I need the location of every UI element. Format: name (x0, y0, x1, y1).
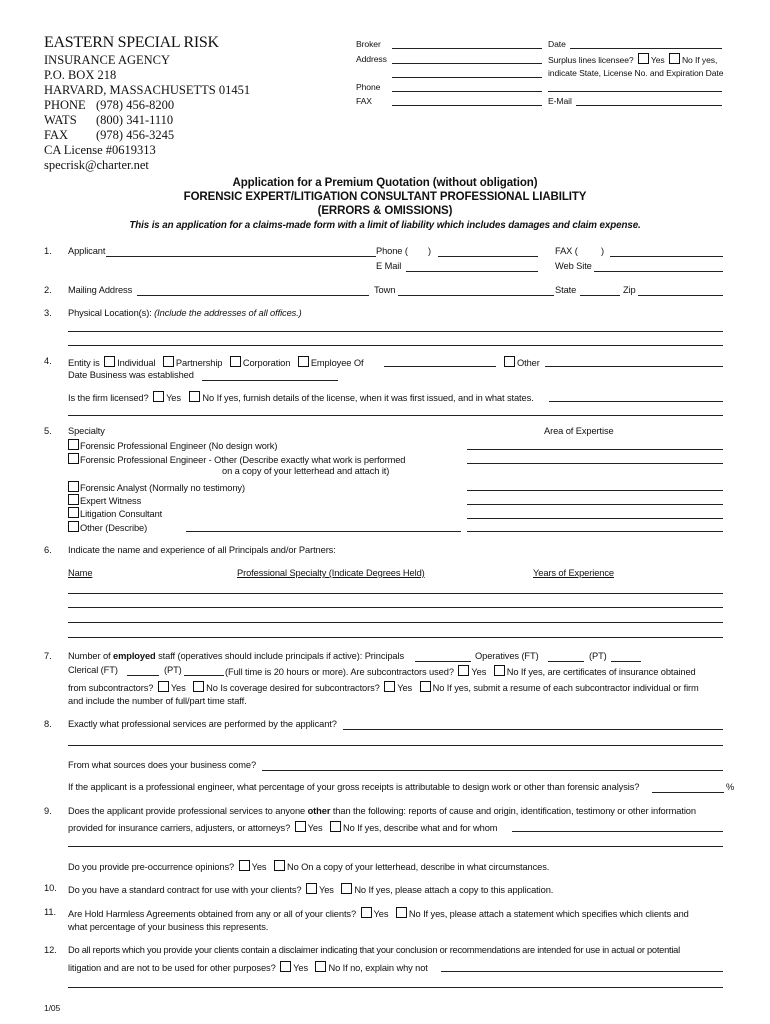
q9-line1 (68, 806, 696, 816)
broker-email-field[interactable] (576, 105, 722, 106)
clerical-pt-field[interactable] (184, 675, 224, 676)
broker-label: Broker (356, 39, 381, 49)
q1-fax-paren: ) (601, 246, 604, 256)
col-name-header: Name (68, 568, 93, 578)
q10-l2: No If yes, please attach a copy to this application. (354, 885, 554, 895)
principals-line-1[interactable] (68, 593, 723, 594)
address-label: Address (356, 54, 387, 64)
q9-number: 9. (44, 806, 52, 816)
mailing-label: Mailing Address (68, 285, 133, 295)
applicant-field[interactable] (106, 256, 376, 257)
operatives-pt-field[interactable] (611, 661, 641, 662)
other-services-line-2[interactable] (68, 846, 723, 847)
q1-phone-paren: ) (428, 246, 431, 256)
q11-l2: No If yes, please attach a statement which specifies which clients and (408, 909, 689, 919)
clerical-pt-label: (PT) (164, 665, 182, 675)
percentage-field[interactable] (652, 792, 724, 793)
fax-label: FAX (44, 128, 69, 142)
hold-harmless-no-checkbox[interactable] (396, 907, 407, 918)
certificates-yes-checkbox[interactable] (158, 681, 169, 692)
employee-of-label: Employee Of (310, 358, 364, 368)
other-services-yes-label: Yes (307, 823, 323, 833)
sources-field[interactable] (262, 770, 723, 771)
q3-number: 3. (44, 308, 52, 318)
subcontractors-yes-label: Yes (471, 667, 487, 677)
forensic-engineer-label: Forensic Professional Engineer (No design work) (80, 441, 278, 451)
licensed-no-label: No If yes, furnish details of the license, when it was first issued, and in what states. (202, 393, 534, 403)
q1-fax-label: FAX ( (555, 246, 578, 256)
q9-l2a: provided for insurance carriers, adjusters, or attorneys? (68, 823, 291, 833)
surplus-no-checkbox[interactable] (669, 53, 680, 64)
q6-label: Indicate the name and experience of all Principals and/or Partners: (68, 545, 336, 555)
contract-yes-label: Yes (318, 885, 334, 895)
title-line4: This is an application for a claims-made form with a limit of liability which includes damages and claim expense. (129, 220, 641, 231)
hold-harmless-yes-label: Yes (373, 909, 389, 919)
individual-checkbox[interactable] (104, 356, 115, 367)
license-details-line-2[interactable] (68, 415, 723, 416)
q2-number: 2. (44, 285, 52, 295)
pre-occurrence-no-checkbox[interactable] (274, 860, 285, 871)
forensic-engineer-checkbox[interactable] (68, 439, 79, 450)
license-details-field[interactable] (549, 401, 723, 402)
agency-fax-row (44, 128, 250, 143)
forensic-engineer-other-checkbox[interactable] (68, 453, 79, 464)
surplus-yes-label: Yes (650, 55, 665, 65)
expertise-line-5[interactable] (467, 518, 723, 519)
forensic-analyst-label: Forensic Analyst (Normally no testimony) (80, 483, 245, 493)
forensic-analyst-checkbox[interactable] (68, 481, 79, 492)
broker-email-label: E-Mail (548, 96, 572, 106)
agency-address2: HARVARD, MASSACHUSETTS 01451 (44, 83, 251, 97)
individual-label: Individual (117, 358, 156, 368)
other-row (502, 356, 540, 368)
other-specialty-field[interactable] (186, 531, 461, 532)
coverage-no-checkbox[interactable] (420, 681, 431, 692)
q8-percentage-question: If the applicant is a professional engineer, what percentage of your gross receipts is attributable to design work or other than forensic analysis? (68, 782, 640, 792)
q7-number: 7. (44, 651, 52, 661)
broker-fax-field[interactable] (392, 105, 542, 106)
agency-email: specrisk@charter.net (44, 158, 149, 172)
disclaimer-explain-line-2[interactable] (68, 987, 723, 988)
q12-l2: litigation and are not to be used for other purposes? (68, 963, 276, 973)
principals-count-field[interactable] (415, 661, 471, 662)
agency-name: EASTERN SPECIAL RISK (44, 34, 219, 51)
title-line1: Application for a Premium Quotation (without obligation) (232, 177, 538, 189)
expertise-line-2[interactable] (467, 463, 723, 464)
q7-l3b: No Is coverage desired for subcontractors? (206, 683, 380, 693)
q1-website-label: Web Site (555, 261, 592, 271)
q11-line2: what percentage of your business this represents. (68, 922, 269, 932)
form-version: 1/05 (44, 1003, 61, 1013)
state-field[interactable] (580, 295, 620, 296)
disclaimer-explain-field[interactable] (441, 971, 723, 972)
col-years-header: Years of Experience (533, 568, 614, 578)
expert-witness-checkbox[interactable] (68, 494, 79, 505)
q7-line3 (68, 681, 699, 693)
other-entity-checkbox[interactable] (504, 356, 515, 367)
clerical-ft-label: Clerical (FT) (68, 665, 118, 675)
title-line2: FORENSIC EXPERT/LITIGATION CONSULTANT PROFESSIONAL LIABILITY (183, 191, 587, 203)
agency-license: CA License #0619313 (44, 143, 156, 157)
q8-number: 8. (44, 719, 52, 729)
expertise-line-1[interactable] (467, 449, 723, 450)
q9-l3a: Do you provide pre-occurrence opinions? (68, 862, 235, 872)
q1-number: 1. (44, 246, 52, 256)
certificates-no-checkbox[interactable] (193, 681, 204, 692)
disclaimer-yes-checkbox[interactable] (280, 961, 291, 972)
q7-l3c: No If yes, submit a resume of each subcontractor individual or firm (432, 683, 699, 693)
services-line-2[interactable] (68, 745, 723, 746)
q3-text (68, 308, 302, 318)
date-label: Date (548, 39, 566, 49)
specialty-option-4 (68, 494, 141, 506)
principals-line-4[interactable] (68, 637, 723, 638)
wats-label: WATS (44, 113, 77, 127)
q12-l3: No If no, explain why not (328, 963, 428, 973)
q7-l1c: staff (operatives should include principals if active): Principals (155, 651, 405, 661)
forensic-engineer-other-label: Forensic Professional Engineer - Other (Describe exactly what work is performed (80, 455, 406, 465)
other-services-field[interactable] (512, 831, 723, 832)
surplus-yes-checkbox[interactable] (638, 53, 649, 64)
title-line3: (ERRORS & OMISSIONS) (317, 205, 453, 217)
q8-sources-question: From what sources does your business come? (68, 760, 257, 770)
q7-line2 (225, 665, 696, 677)
q12-number: 12. (44, 945, 57, 955)
q12-line1: Do all reports which you provide your clients contain a disclaimer indicating that your conclusion or recommendations are intended for use in actual or potential (68, 945, 680, 955)
principals-line-2[interactable] (68, 607, 723, 608)
agency-address1: P.O. BOX 218 (44, 68, 117, 82)
specialty-option-2b: on a copy of your letterhead and attach it) (222, 466, 390, 476)
certificates-yes-label: Yes (170, 683, 186, 693)
q7-l3a: from subcontractors? (68, 683, 154, 693)
specialty-option-6 (68, 521, 147, 533)
q9-l2b: No If yes, describe what and for whom (343, 823, 498, 833)
q10-line (68, 883, 553, 895)
entity-label: Entity is (68, 358, 100, 368)
town-label: Town (374, 285, 396, 295)
address-field-1[interactable] (392, 63, 542, 64)
phone-value: (978) 456-8200 (96, 98, 175, 112)
broker-phone-label: Phone (356, 82, 381, 92)
expertise-line-6[interactable] (467, 531, 723, 532)
agency-wats-row (44, 113, 250, 128)
employee-of-field[interactable] (384, 366, 496, 367)
coverage-yes-checkbox[interactable] (384, 681, 395, 692)
q5-number: 5. (44, 426, 52, 436)
subcontractors-yes-checkbox[interactable] (458, 665, 469, 676)
fax-value: (978) 456-3245 (96, 128, 175, 142)
expertise-line-4[interactable] (467, 504, 723, 505)
disclaimer-no-checkbox[interactable] (315, 961, 326, 972)
broker-phone-field[interactable] (392, 91, 542, 92)
q1-fax-field[interactable] (610, 256, 723, 257)
licensed-yes-checkbox[interactable] (153, 391, 164, 402)
licensed-yes-label: Yes (166, 393, 181, 403)
corporation-label: Corporation (242, 358, 291, 368)
q11-l1: Are Hold Harmless Agreements obtained from any or all of your clients? (68, 909, 357, 919)
q3-label: Physical Location(s): (68, 308, 152, 318)
licensed-no-checkbox[interactable] (189, 391, 200, 402)
q3-hint: (Include the addresses of all offices.) (154, 308, 302, 318)
other-services-no-checkbox[interactable] (330, 821, 341, 832)
q7-line4: and include the number of full/part time staff. (68, 696, 247, 706)
agency-phone-row (44, 98, 250, 113)
q7-l1b: employed (113, 651, 156, 661)
expert-witness-label: Expert Witness (80, 496, 142, 506)
mailing-field[interactable] (137, 295, 369, 296)
q1-email-label: E Mail (376, 261, 402, 271)
hold-harmless-yes-checkbox[interactable] (361, 907, 372, 918)
surplus-no-label: No If yes, (681, 55, 718, 65)
pre-occurrence-yes-label: Yes (251, 862, 267, 872)
coverage-yes-label: Yes (397, 683, 413, 693)
other-specialty-checkbox[interactable] (68, 521, 79, 532)
other-specialty-label: Other (Describe) (80, 523, 148, 533)
q8-services-question: Exactly what professional services are performed by the applicant? (68, 719, 337, 729)
surplus-row (548, 53, 717, 65)
q9-l1c: than the following: reports of cause and origin, identification, testimony or other information (330, 806, 696, 816)
date-field[interactable] (570, 48, 722, 49)
location-line-1[interactable] (68, 331, 723, 332)
q9-l1b: other (307, 806, 331, 816)
litigation-consultant-label: Litigation Consultant (80, 509, 163, 519)
q6-number: 6. (44, 545, 52, 555)
applicant-label: Applicant (68, 246, 106, 256)
q11-number: 11. (44, 907, 56, 917)
entity-row (68, 356, 363, 368)
q1-phone-label: Phone ( (376, 246, 408, 256)
q10-l1: Do you have a standard contract for use with your clients? (68, 885, 302, 895)
clerical-ft-field[interactable] (127, 675, 159, 676)
town-field[interactable] (398, 295, 554, 296)
agency-block (44, 34, 250, 173)
principals-line-3[interactable] (68, 622, 723, 623)
other-entity-label: Other (517, 358, 540, 368)
area-of-expertise-heading: Area of Expertise (544, 426, 614, 436)
broker-field[interactable] (392, 48, 542, 49)
established-label: Date Business was established (68, 370, 194, 380)
specialty-option-5 (68, 507, 162, 519)
phone-label: PHONE (44, 98, 86, 112)
pre-occurrence-yes-checkbox[interactable] (239, 860, 250, 871)
employee-of-checkbox[interactable] (298, 356, 309, 367)
percent-sign: % (726, 782, 735, 792)
other-entity-field[interactable] (545, 366, 723, 367)
q7-l1a: Number of (68, 651, 113, 661)
q7-l2c: (Full time is 20 hours or more). Are subcontractors used? (225, 667, 454, 677)
q10-number: 10. (44, 883, 57, 893)
q9-l1a: Does the applicant provide professional services to anyone (68, 806, 308, 816)
specialty-option-1 (68, 439, 277, 451)
licensed-row (68, 391, 534, 403)
contract-yes-checkbox[interactable] (306, 883, 317, 894)
state-label: State (555, 285, 577, 295)
q1-email-field[interactable] (406, 271, 538, 272)
subcontractors-no-label: No If yes, are certificates of insurance obtained (506, 667, 696, 677)
agency-subtitle: INSURANCE AGENCY (44, 53, 171, 67)
other-services-yes-checkbox[interactable] (295, 821, 306, 832)
location-line-2[interactable] (68, 345, 723, 346)
disclaimer-yes-label: Yes (293, 963, 308, 973)
partnership-label: Partnership (175, 358, 223, 368)
expertise-line-3[interactable] (467, 490, 723, 491)
q1-website-field[interactable] (594, 271, 723, 272)
zip-field[interactable] (638, 295, 723, 296)
q12-line2 (68, 961, 428, 973)
q1-phone-field[interactable] (438, 256, 538, 257)
established-field[interactable] (202, 380, 338, 381)
address-field-2[interactable] (392, 77, 542, 78)
zip-label: Zip (623, 285, 636, 295)
subcontractors-no-checkbox[interactable] (494, 665, 505, 676)
indicate-text: indicate State, License No. and Expiration Date (548, 68, 724, 78)
corporation-checkbox[interactable] (230, 356, 241, 367)
q9-l3b: No On a copy of your letterhead, describe in what circumstances. (286, 862, 550, 872)
specialty-option-3 (68, 481, 245, 493)
col-specialty-header: Professional Specialty (Indicate Degrees Held) (237, 568, 425, 578)
q9-line2 (68, 821, 497, 833)
partnership-checkbox[interactable] (163, 356, 174, 367)
specialty-heading: Specialty (68, 426, 105, 436)
operatives-ft-field[interactable] (548, 661, 584, 662)
services-field[interactable] (343, 729, 723, 730)
specialty-option-2 (68, 453, 405, 465)
contract-no-checkbox[interactable] (341, 883, 352, 894)
q4-number: 4. (44, 356, 52, 366)
q9-line3 (68, 860, 549, 872)
operatives-ft-label: Operatives (FT) (475, 651, 539, 661)
surplus-question: Surplus lines licensee? (548, 55, 634, 65)
licensed-question: Is the firm licensed? (68, 393, 149, 403)
q7-line1 (68, 651, 404, 661)
litigation-consultant-checkbox[interactable] (68, 507, 79, 518)
wats-value: (800) 341-1110 (96, 113, 174, 127)
q11-line1 (68, 907, 689, 919)
license-field[interactable] (548, 91, 722, 92)
operatives-pt-label: (PT) (589, 651, 607, 661)
broker-fax-label: FAX (356, 96, 372, 106)
